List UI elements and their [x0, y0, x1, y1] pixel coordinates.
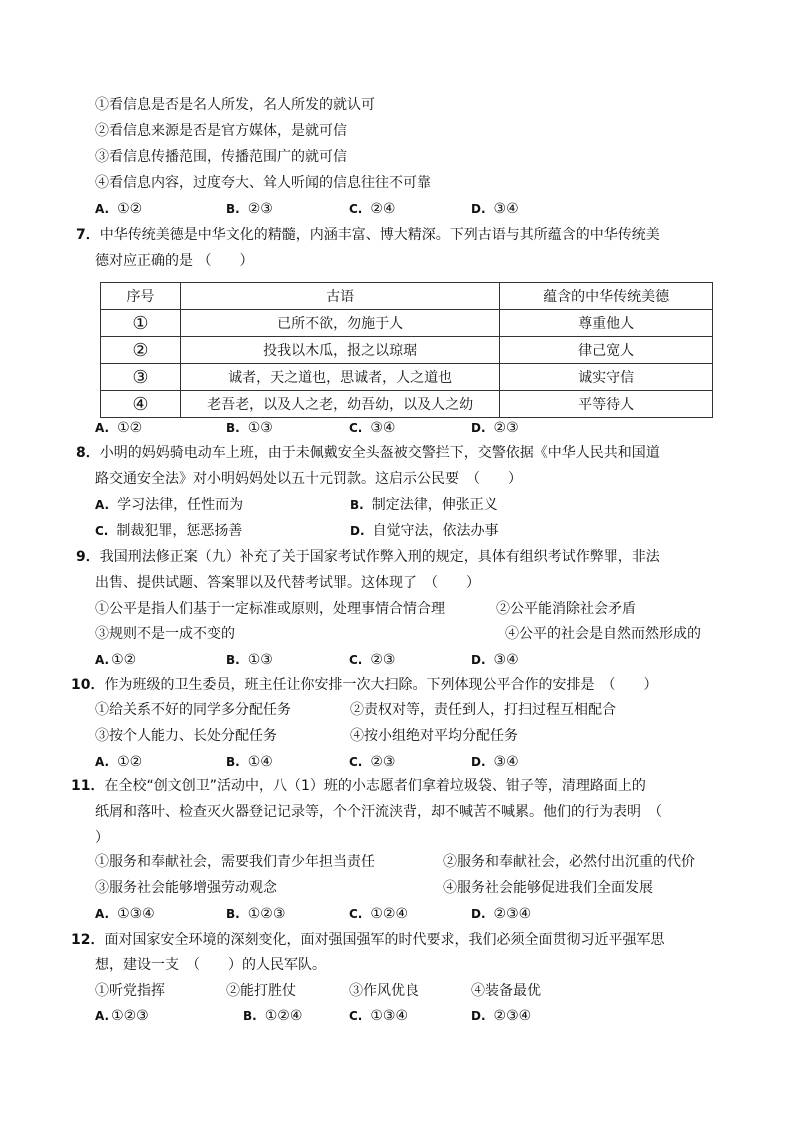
- q6-option-b: [226, 199, 273, 219]
- q12-item-2: ②能打胜仗: [226, 983, 296, 999]
- q8-option-a: [95, 495, 243, 515]
- table-cell: ④: [101, 391, 181, 418]
- option-value: ③④: [493, 652, 519, 668]
- q12-item-1: ①听党指挥: [95, 983, 165, 999]
- table-row: [101, 310, 713, 337]
- table-cell: 平等待人: [500, 391, 713, 418]
- q10-option-b: [226, 752, 273, 772]
- question-text: 小明的妈妈骑电动车上班，由于未佩戴安全头盔被交警拦下，交警依据《中华人民共和国道: [99, 445, 660, 461]
- q12-item-4: ④装备最优: [471, 983, 541, 999]
- option-label: A.: [95, 755, 110, 769]
- option-label: B.: [226, 755, 240, 769]
- option-value: 自觉守法，依法办事: [372, 523, 499, 539]
- q11-item-4: ④服务社会能够促进我们全面发展: [443, 880, 653, 896]
- question-number: 11．: [71, 778, 105, 794]
- q10-stem-line-1: [71, 675, 657, 695]
- option-label: A.: [95, 653, 110, 667]
- q6-option-d: [471, 199, 519, 219]
- q12-option-c: [349, 1006, 408, 1026]
- option-value: ②③: [247, 201, 273, 217]
- option-value: ①②③: [111, 1008, 149, 1024]
- q11-option-b: [226, 904, 285, 924]
- option-label: D.: [471, 202, 486, 216]
- q9-option-a: [95, 650, 136, 670]
- option-label: C.: [349, 421, 363, 435]
- table-header-row: [101, 283, 713, 310]
- q12-option-a: [95, 1006, 149, 1026]
- option-label: B.: [243, 1009, 257, 1023]
- table-cell: 诚者，天之道也，思诚者，人之道也: [180, 364, 499, 391]
- option-value: ①②④: [370, 906, 409, 922]
- option-label: D.: [471, 907, 486, 921]
- q10-item-1: ①给关系不好的同学多分配任务: [95, 702, 291, 718]
- table-cell: ③: [101, 364, 181, 391]
- question-number: 10．: [71, 677, 105, 693]
- table-header-cell: 序号: [101, 283, 181, 310]
- q10-item-2: ②责权对等，责任到人，打扫过程互相配合: [350, 702, 616, 718]
- option-label: C.: [349, 653, 363, 667]
- question-text: 中华传统美德是中华文化的精髓，内涵丰富、博大精深。下列古语与其所蕴含的中华传统美: [99, 227, 660, 243]
- option-value: ①③: [247, 652, 273, 668]
- option-value: 制裁犯罪，惩恶扬善: [116, 523, 243, 539]
- table-header-cell: 蕴含的中华传统美德: [500, 283, 713, 310]
- q7-option-d: [471, 418, 519, 438]
- option-label: A.: [95, 1009, 110, 1023]
- option-value: ③④: [370, 420, 396, 436]
- q8-option-b: [350, 495, 498, 515]
- option-label: C.: [349, 907, 363, 921]
- option-label: A.: [95, 202, 110, 216]
- q9-option-b: [226, 650, 273, 670]
- table-cell: 律己宽人: [500, 337, 713, 364]
- option-label: B.: [226, 421, 240, 435]
- q7-option-b: [226, 418, 273, 438]
- option-label: A.: [95, 421, 110, 435]
- table-cell: 投我以木瓜，报之以琼琚: [180, 337, 499, 364]
- q9-option-d: [471, 650, 519, 670]
- option-value: ①④: [247, 754, 273, 770]
- question-number: 8．: [76, 445, 100, 461]
- option-value: ①②③: [247, 906, 286, 922]
- table-cell: 诚实守信: [500, 364, 713, 391]
- q10-option-a: [95, 752, 142, 772]
- q6-item-3: ③看信息传播范围，传播范围广的就可信: [95, 149, 347, 165]
- q9-item-1: ①公平是指人们基于一定标准或原则，处理事情合情合理: [95, 601, 445, 617]
- q9-stem-line-1: [76, 547, 660, 567]
- option-value: ①②: [117, 420, 143, 436]
- q11-item-1: ①服务和奉献社会，需要我们青少年担当责任: [95, 854, 375, 870]
- q12-stem-line-2: 想，建设一支 （ ）的人民军队。: [95, 957, 326, 973]
- q7-stem-line-1: [76, 225, 660, 245]
- table-row: [101, 337, 713, 364]
- option-value: ②③④: [493, 906, 532, 922]
- q6-option-c: [349, 199, 395, 219]
- option-label: D.: [350, 524, 365, 538]
- q10-item-3: ③按个人能力、长处分配任务: [95, 728, 277, 744]
- q7-table: [100, 282, 713, 418]
- option-label: B.: [350, 498, 364, 512]
- option-label: C.: [349, 1009, 363, 1023]
- q10-option-c: [349, 752, 395, 772]
- q12-option-b: [243, 1006, 302, 1026]
- q9-item-2: ②公平能消除社会矛盾: [496, 601, 636, 617]
- option-value: ②④: [370, 201, 396, 217]
- q6-item-1: ①看信息是否是名人所发，名人所发的就认可: [95, 97, 375, 113]
- q8-option-c: [95, 521, 242, 541]
- q7-option-c: [349, 418, 395, 438]
- option-value: ①②④: [264, 1008, 303, 1024]
- q10-option-d: [471, 752, 519, 772]
- option-value: 学习法律，任性而为: [117, 497, 244, 513]
- option-label: C.: [349, 202, 363, 216]
- q10-item-4: ④按小组绝对平均分配任务: [350, 728, 518, 744]
- option-label: D.: [471, 755, 486, 769]
- q7-stem-line-2: 德对应正确的是 （ ）: [95, 253, 254, 269]
- option-label: B.: [226, 907, 240, 921]
- option-label: D.: [471, 421, 486, 435]
- option-value: ①③④: [117, 906, 155, 922]
- q6-item-2: ②看信息来源是否是官方媒体，是就可信: [95, 123, 347, 139]
- option-label: C.: [95, 524, 109, 538]
- option-label: D.: [471, 1009, 486, 1023]
- option-value: ①③: [247, 420, 273, 436]
- option-value: ②③④: [493, 1008, 532, 1024]
- q11-option-a: [95, 904, 155, 924]
- q12-option-d: [471, 1006, 531, 1026]
- table-cell: ②: [101, 337, 181, 364]
- q6-item-4: ④看信息内容，过度夸大、耸人听闻的信息往往不可靠: [95, 175, 431, 191]
- table-row: [101, 364, 713, 391]
- table-cell: 已所不欲，勿施于人: [180, 310, 499, 337]
- question-number: 12．: [71, 932, 105, 948]
- option-value: ②③: [370, 652, 396, 668]
- option-value: ①②: [117, 754, 143, 770]
- q11-stem-line-2: 纸屑和落叶、检查灭火器登记记录等，个个汗流浃背，却不喊苦不喊累。他们的行为表明 （: [95, 804, 662, 820]
- q12-item-3: ③作风优良: [349, 983, 419, 999]
- option-label: B.: [226, 202, 240, 216]
- option-label: A.: [95, 907, 110, 921]
- table-cell: 尊重他人: [500, 310, 713, 337]
- q9-item-4: ④公平的社会是自然而然形成的: [505, 626, 701, 642]
- table-header-cell: 古语: [180, 283, 499, 310]
- option-value: ③④: [493, 754, 519, 770]
- q11-item-2: ②服务和奉献社会，必然付出沉重的代价: [443, 854, 695, 870]
- q11-item-3: ③服务社会能够增强劳动观念: [95, 880, 277, 896]
- option-label: A.: [95, 498, 110, 512]
- q12-stem-line-1: [71, 930, 664, 950]
- question-text: 作为班级的卫生委员，班主任让你安排一次大扫除。下列体现公平合作的安排是 （ ）: [104, 677, 658, 693]
- question-text: 在全校“创文创卫”活动中，八（1）班的小志愿者们拿着垃圾袋、钳子等，清理路面上的: [104, 778, 646, 794]
- option-value: ①③④: [370, 1008, 409, 1024]
- q9-option-c: [349, 650, 395, 670]
- q11-stem-line-1: [71, 776, 646, 796]
- q11-stem-line-3: ）: [95, 830, 109, 846]
- option-label: D.: [471, 653, 486, 667]
- option-label: B.: [226, 653, 240, 667]
- question-number: 7．: [76, 227, 100, 243]
- q7-option-a: [95, 418, 142, 438]
- q8-stem-line-1: [76, 443, 660, 463]
- option-label: C.: [349, 755, 363, 769]
- q9-stem-line-2: 出售、提供试题、答案罪以及代替考试罪。这体现了 （ ）: [95, 575, 480, 591]
- option-value: ②③: [493, 420, 519, 436]
- q8-option-d: [350, 521, 499, 541]
- table-cell: ①: [101, 310, 181, 337]
- option-value: ②③: [370, 754, 396, 770]
- q8-stem-line-2: 路交通安全法》对小明妈妈处以五十元罚款。这启示公民要 （ ）: [95, 471, 522, 487]
- question-text: 面对国家安全环境的深刻变化，面对强国强军的时代要求，我们必须全面贯彻习近平强军思: [104, 932, 665, 948]
- question-number: 9．: [76, 549, 100, 565]
- q11-option-d: [471, 904, 531, 924]
- option-value: ①②: [111, 652, 137, 668]
- question-text: 我国刑法修正案（九）补充了关于国家考试作弊入刑的规定，具体有组织考试作弊罪，非法: [99, 549, 660, 565]
- option-value: ③④: [493, 201, 519, 217]
- option-value: ①②: [117, 201, 143, 217]
- table-row: [101, 391, 713, 418]
- q6-option-a: [95, 199, 142, 219]
- q11-option-c: [349, 904, 408, 924]
- table-cell: 老吾老，以及人之老，幼吾幼，以及人之幼: [180, 391, 499, 418]
- option-value: 制定法律，伸张正义: [371, 497, 498, 513]
- q9-item-3: ③规则不是一成不变的: [95, 626, 235, 642]
